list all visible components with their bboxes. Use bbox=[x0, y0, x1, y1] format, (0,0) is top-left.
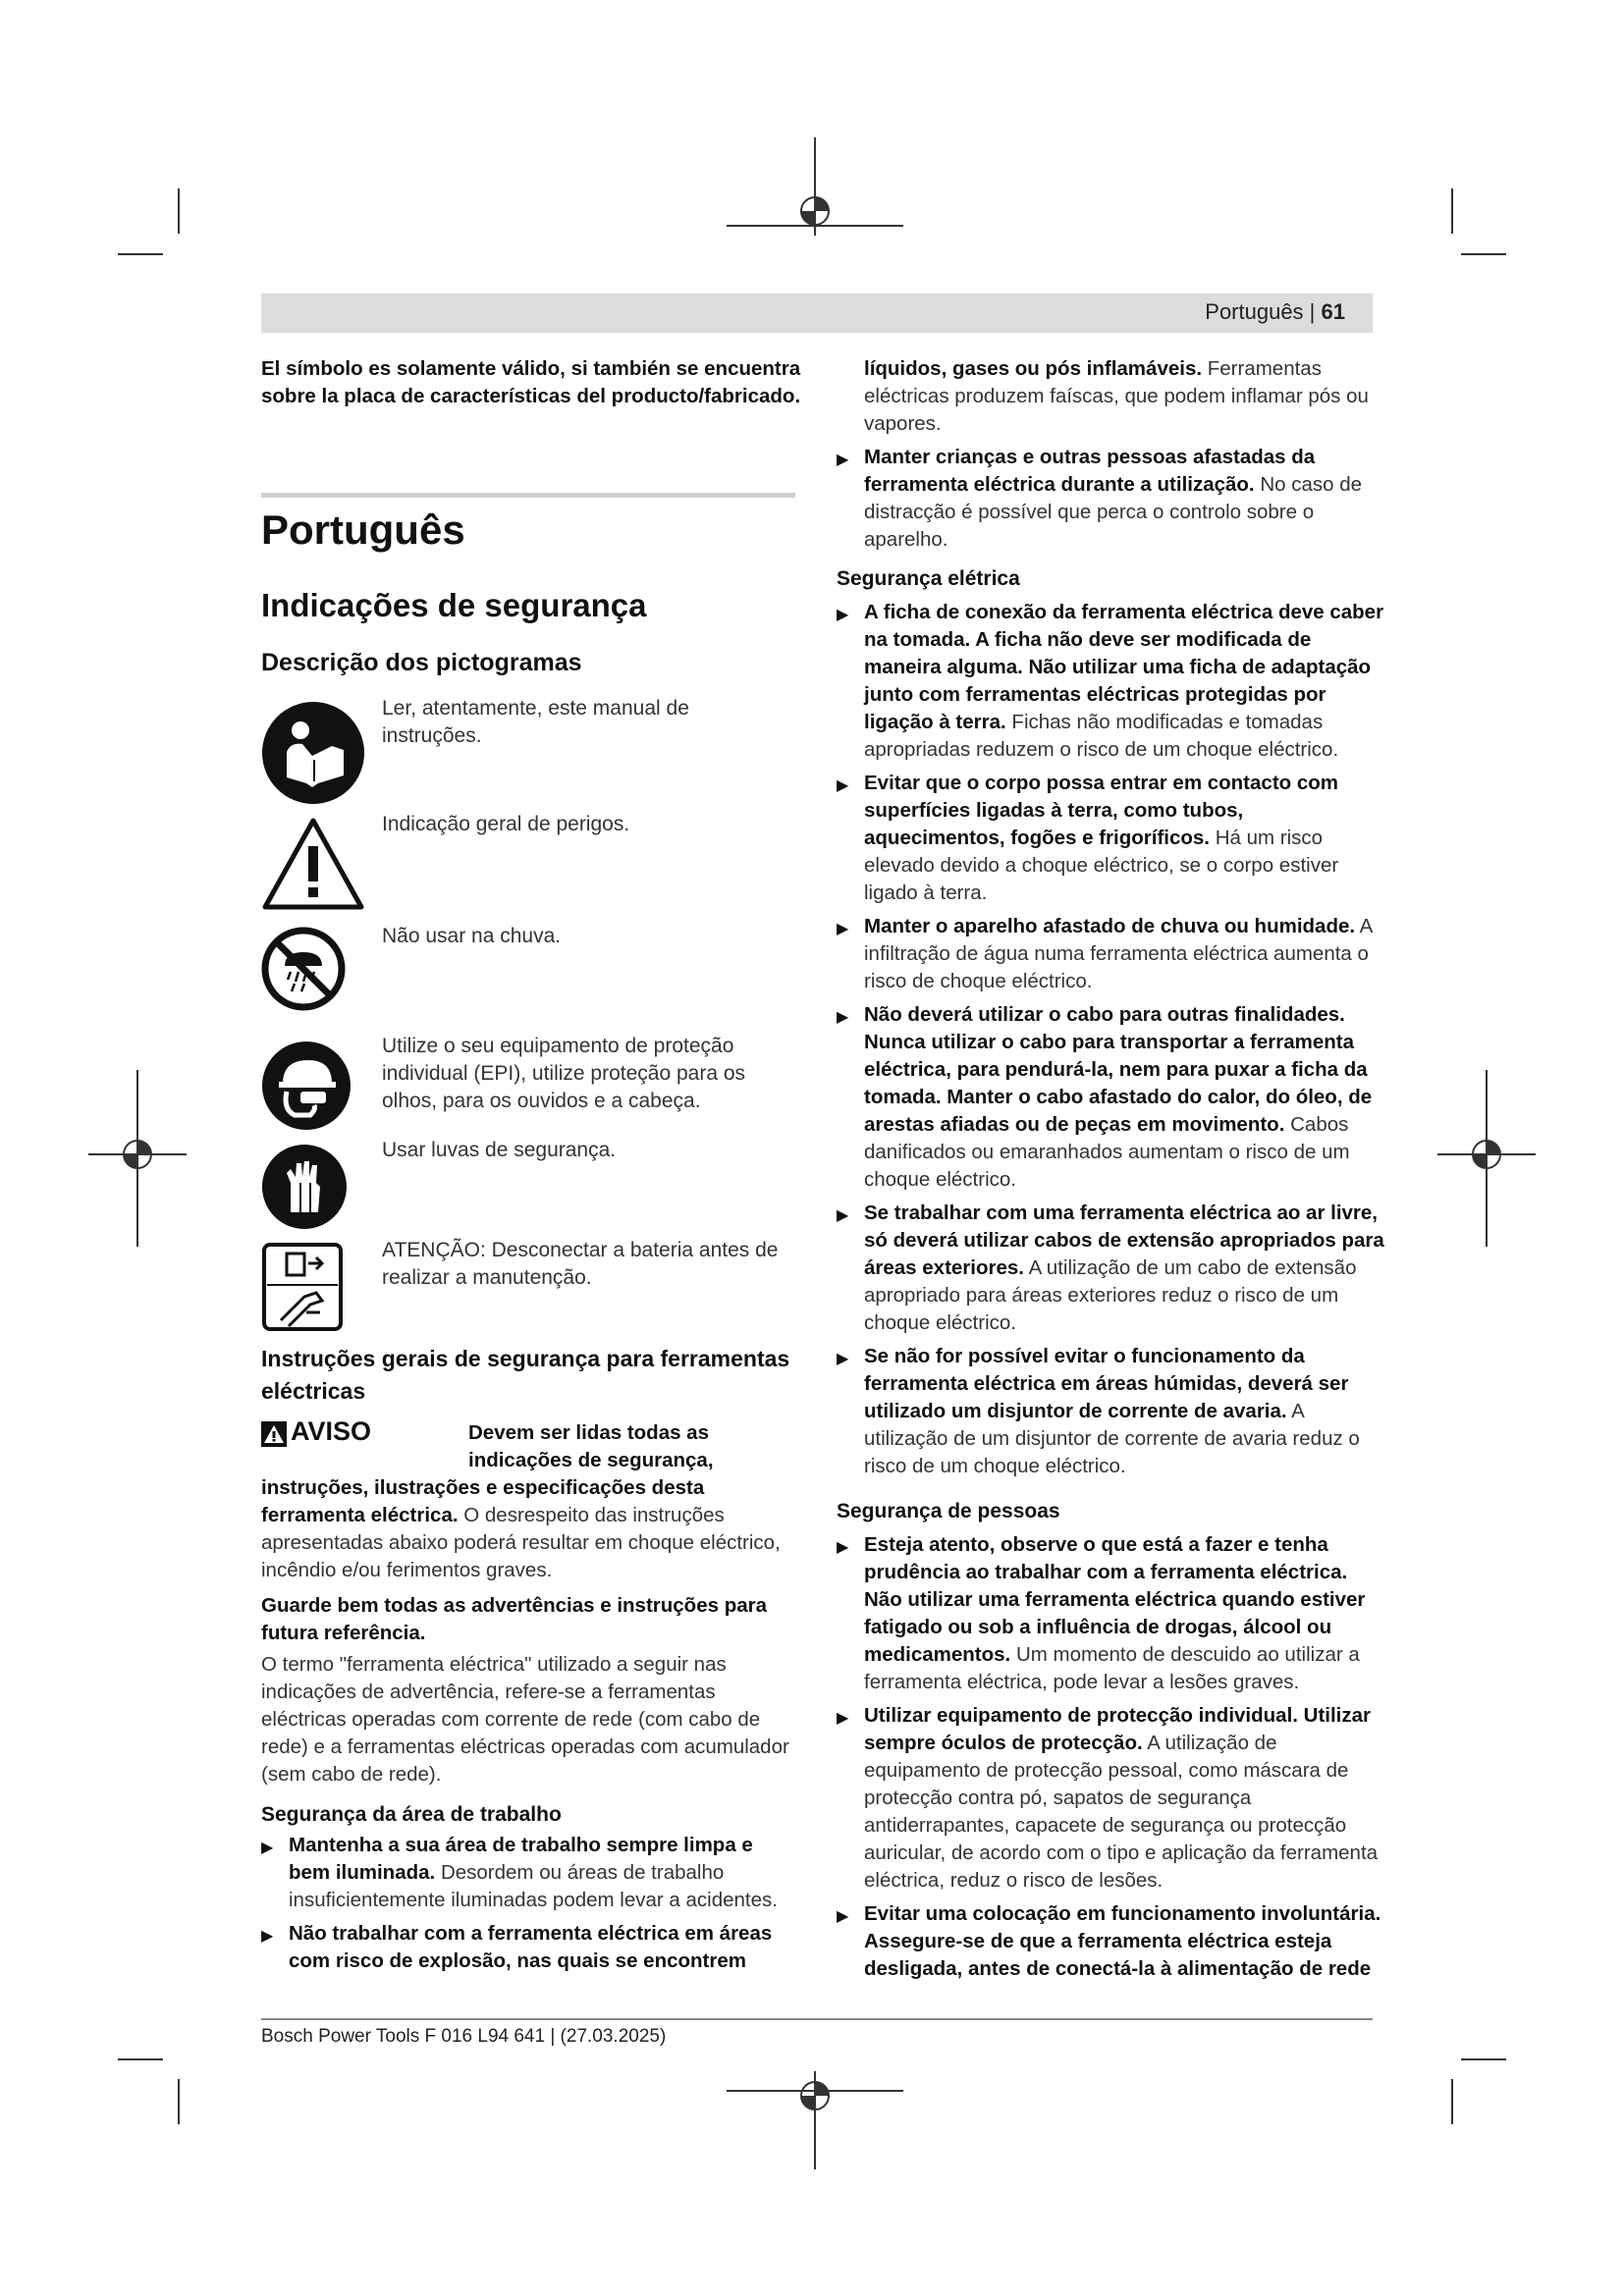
bullet-arrow-icon: ▶ bbox=[837, 1009, 849, 1026]
aviso-label: AVISO bbox=[291, 1416, 372, 1446]
language-title: Português bbox=[261, 507, 465, 553]
ppe-head-icon bbox=[261, 1041, 352, 1131]
list-item bbox=[837, 1343, 1386, 1480]
item-bold: Manter crianças e outras pessoas afastadas da ferramenta eléctrica durante a utilização. bbox=[864, 446, 1316, 496]
list-item bbox=[261, 1920, 795, 1975]
item-normal: A infiltração de água numa ferramenta eléctrica aumenta o risco de choque eléctrico. bbox=[864, 915, 1373, 992]
list-item bbox=[837, 1900, 1386, 1983]
registration-mark-right bbox=[1437, 1070, 1536, 1247]
warning-triangle-icon bbox=[261, 817, 365, 911]
bullet-arrow-icon: ▶ bbox=[261, 1928, 274, 1945]
pictograms-title: Descrição dos pictogramas bbox=[261, 649, 582, 676]
registration-mark-bottom bbox=[727, 2071, 903, 2169]
work-area-title: Segurança da área de trabalho bbox=[261, 1803, 562, 1826]
pictogram-text: Indicação geral de perigos. bbox=[382, 813, 630, 835]
item-normal: A utilização de um disjuntor de corrente de avaria reduz o risco de um choque eléctrico. bbox=[864, 1400, 1360, 1477]
general-safety-title: Instruções gerais de segurança para ferramentas eléctricas bbox=[261, 1346, 790, 1404]
list-item bbox=[837, 444, 1375, 554]
item-bold: Não trabalhar com a ferramenta eléctrica em áreas com risco de explosão, nas quais se encontrem bbox=[289, 1922, 773, 1972]
header-label: Português | 61 bbox=[1205, 299, 1345, 324]
gloves-icon bbox=[261, 1144, 348, 1230]
bullet-arrow-icon: ▶ bbox=[261, 1840, 274, 1856]
item-bold: Se trabalhar com uma ferramenta eléctrica ao ar livre, só deverá utilizar cabos de extensão apropriados para áreas exteriores. bbox=[864, 1201, 1384, 1279]
list-item bbox=[837, 913, 1386, 995]
page-header bbox=[261, 294, 1373, 333]
list-item bbox=[837, 1200, 1386, 1337]
manual-read-icon bbox=[261, 701, 365, 805]
footer-divider bbox=[261, 2018, 1373, 2020]
no-rain-icon bbox=[261, 927, 346, 1011]
item-normal: Cabos danificados ou emaranhados aumentam o risco de um choque eléctrico. bbox=[864, 1113, 1350, 1191]
pictogram-text: Ler, atentamente, este manual de instruções. bbox=[382, 697, 689, 747]
bullet-arrow-icon: ▶ bbox=[837, 1207, 849, 1224]
header-language: Português bbox=[1205, 299, 1304, 324]
item-normal: No caso de distracção é possível que perca o controlo sobre o aparelho. bbox=[864, 473, 1363, 551]
bullet-arrow-icon: ▶ bbox=[837, 607, 849, 623]
pictogram-text: ATENÇÃO: Desconectar a bateria antes de realizar a manutenção. bbox=[382, 1239, 779, 1289]
bullet-arrow-icon: ▶ bbox=[837, 1710, 849, 1727]
list-item bbox=[837, 1001, 1386, 1194]
footer-text: Bosch Power Tools F 016 L94 641 | (27.03.2025) bbox=[261, 2026, 667, 2047]
continuation-paragraph bbox=[864, 355, 1375, 438]
bullet-arrow-icon: ▶ bbox=[837, 452, 849, 468]
personal-safety-title: Segurança de pessoas bbox=[837, 1500, 1060, 1522]
page-number: 61 bbox=[1321, 299, 1345, 324]
safety-title: Indicações de segurança bbox=[261, 587, 647, 623]
item-bold: A ficha de conexão da ferramenta eléctrica deve caber na tomada. A ficha não deve ser modificada de maneira alguma. Não utilizar uma ficha de adaptação junto com ferramentas eléctricas protegidas por ligação à terra. bbox=[864, 601, 1384, 733]
item-bold: Manter o aparelho afastado de chuva ou humidade. bbox=[864, 915, 1356, 937]
item-bold: Se não for possível evitar o funcionamento da ferramenta eléctrica em áreas húmidas, deverá ser utilizado um disjuntor de corrente de avaria. bbox=[864, 1345, 1349, 1422]
item-bold: Não deverá utilizar o cabo para outras finalidades. Nunca utilizar o cabo para transportar a ferramenta eléctrica, para pendurá-la, nem para puxar a ficha da tomada. Manter o cabo afastado do calor, do óleo, de arestas afiadas ou de peças em movimento. bbox=[864, 1003, 1373, 1136]
electrical-safety-title: Segurança elétrica bbox=[837, 567, 1020, 590]
item-normal: Um momento de descuido ao utilizar a ferramenta eléctrica, pode levar a lesões graves. bbox=[864, 1643, 1360, 1693]
item-bold: Utilizar equipamento de protecção individual. Utilizar sempre óculos de protecção. bbox=[864, 1704, 1372, 1754]
keep-instructions-title: Guarde bem todas as advertências e instruções para futura referência. bbox=[261, 1594, 767, 1644]
list-item bbox=[837, 1531, 1386, 1696]
children-list bbox=[837, 444, 1375, 560]
item-bold: Esteja atento, observe o que está a fazer e tenha prudência ao trabalhar com a ferramenta eléctrica. Não utilizar uma ferramenta eléctrica quando estiver fatigado ou sob a influência de drogas, álcool ou medicamentos. bbox=[864, 1533, 1366, 1666]
bullet-arrow-icon: ▶ bbox=[837, 1539, 849, 1556]
continuation-normal: Ferramentas eléctricas produzem faíscas, que podem inflamar pós ou vapores. bbox=[864, 357, 1369, 435]
list-item bbox=[837, 1702, 1386, 1895]
pictogram-text: Usar luvas de segurança. bbox=[382, 1139, 617, 1161]
aviso-paragraph bbox=[261, 1474, 795, 1584]
bullet-arrow-icon: ▶ bbox=[837, 921, 849, 937]
term-paragraph: O termo "ferramenta eléctrica" utilizado a seguir nas indicações de advertência, refere-se a ferramentas eléctricas operadas com corrente de rede (com cabo de rede) e a ferramentas eléctricas operadas com acumulador (sem cabo de rede). bbox=[261, 1653, 789, 1786]
item-bold: Mantenha a sua área de trabalho sempre limpa e bem iluminada. bbox=[289, 1834, 753, 1884]
bullet-arrow-icon: ▶ bbox=[837, 1351, 849, 1367]
aviso-normal: O desrespeito das instruções apresentadas abaixo poderá resultar em choque eléctrico, incêndio e/ou ferimentos graves. bbox=[261, 1504, 781, 1581]
item-normal: Fichas não modificadas e tomadas apropriadas reduzem o risco de um choque eléctrico. bbox=[864, 711, 1339, 761]
battery-remove-icon bbox=[261, 1242, 344, 1332]
registration-mark-top bbox=[727, 137, 903, 236]
item-bold: Evitar que o corpo possa entrar em contacto com superfícies ligadas à terra, como tubos, aquecimentos, fogões e frigoríficos. bbox=[864, 772, 1339, 849]
work-area-list bbox=[261, 1832, 795, 1981]
item-normal: Há um risco elevado devido a choque eléctrico, se o corpo estiver ligado à terra. bbox=[864, 827, 1339, 904]
warning-badge-icon bbox=[261, 1421, 287, 1447]
list-item bbox=[261, 1832, 795, 1914]
pictogram-text: Utilize o seu equipamento de proteção individual (EPI), utilize proteção para os olhos, para os ouvidos e a cabeça. bbox=[382, 1035, 746, 1112]
pictogram-text: Não usar na chuva. bbox=[382, 925, 562, 947]
item-bold: Evitar uma colocação em funcionamento involuntária. Assegure-se de que a ferramenta eléctrica esteja desligada, antes de conectá-la à alimentação de rede bbox=[864, 1902, 1381, 1980]
aviso-bold-b: instruções, ilustrações e especificações desta ferramenta eléctrica. bbox=[261, 1476, 705, 1526]
item-normal: A utilização de equipamento de protecção pessoal, como máscara de protecção contra pó, sapatos de segurança antiderrapantes, capacete de segurança ou protecção auricular, de acordo com o tipo e aplicação da ferramenta eléctrica, reduz o risco de lesões. bbox=[864, 1732, 1379, 1892]
item-normal: Desordem ou áreas de trabalho insuficientemente iluminadas podem levar a acidentes. bbox=[289, 1861, 778, 1911]
personal-list bbox=[837, 1531, 1386, 1989]
electrical-list bbox=[837, 599, 1386, 1486]
bullet-arrow-icon: ▶ bbox=[837, 1908, 849, 1925]
item-normal: A utilização de um cabo de extensão apropriado para áreas exteriores reduz o risco de um choque eléctrico. bbox=[864, 1256, 1357, 1334]
aviso-bold-a: Devem ser lidas todas as indicações de segurança, bbox=[468, 1421, 714, 1471]
spanish-note: El símbolo es solamente válido, si también se encuentra sobre la placa de características del producto/fabricado. bbox=[261, 357, 801, 407]
list-item bbox=[837, 599, 1386, 764]
list-item bbox=[837, 770, 1386, 907]
registration-mark-left bbox=[88, 1070, 187, 1247]
continuation-bold: líquidos, gases ou pós inflamáveis. bbox=[864, 357, 1203, 380]
section-divider bbox=[261, 493, 795, 498]
bullet-arrow-icon: ▶ bbox=[837, 777, 849, 794]
